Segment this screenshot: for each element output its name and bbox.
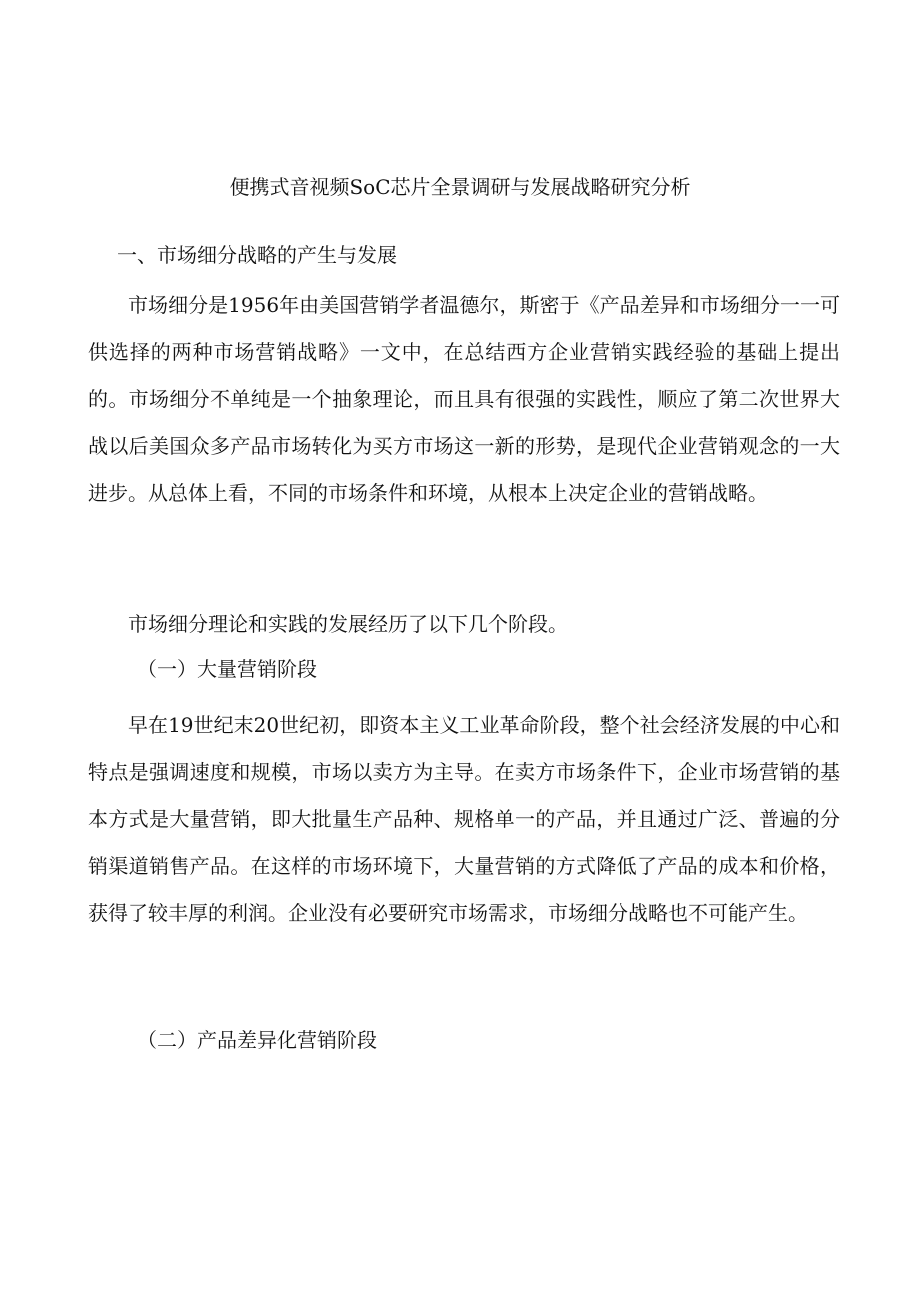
subsection-heading-product-differentiation: （二）产品差异化营销阶段	[137, 1028, 377, 1052]
section-heading-market-segmentation: 一、市场细分战略的产生与发展	[117, 243, 397, 267]
paragraph-origin: 市场细分是1956年由美国营销学者温德尔，斯密于《产品差异和市场细分一一可供选择的两种市场营销战略》一文中，在总结西方企业营销实践经验的基础上提出的。市场细分不单纯是一个抽象理论，而且具有很强的实践性，顺应了第二次世界大战以后美国众多产品市场转化为买方市场这一新的形势，是现代企业营销观念的一大进步。从总体上看，不同的市场条件和环境，从根本上决定企业的营销战略。	[88, 293, 840, 505]
document-title: 便携式音视频SoC芯片全景调研与发展战略研究分析	[229, 175, 691, 199]
paragraph-mass-marketing: 早在19世纪末20世纪初，即资本主义工业革命阶段，整个社会经济发展的中心和特点是强调速度和规模，市场以卖方为主导。在卖方市场条件下，企业市场营销的基本方式是大量营销，即大批量生产品种、规格单一的产品，并且通过广泛、普遍的分销渠道销售产品。在这样的市场环境下，大量营销的方式降低了产品的成本和价格，获得了较丰厚的利润。企业没有必要研究市场需求，市场细分战略也不可能产生。	[88, 713, 840, 925]
paragraph-stages-intro: 市场细分理论和实践的发展经历了以下几个阶段。	[128, 612, 568, 636]
subsection-heading-mass-marketing: （一）大量营销阶段	[137, 657, 317, 681]
